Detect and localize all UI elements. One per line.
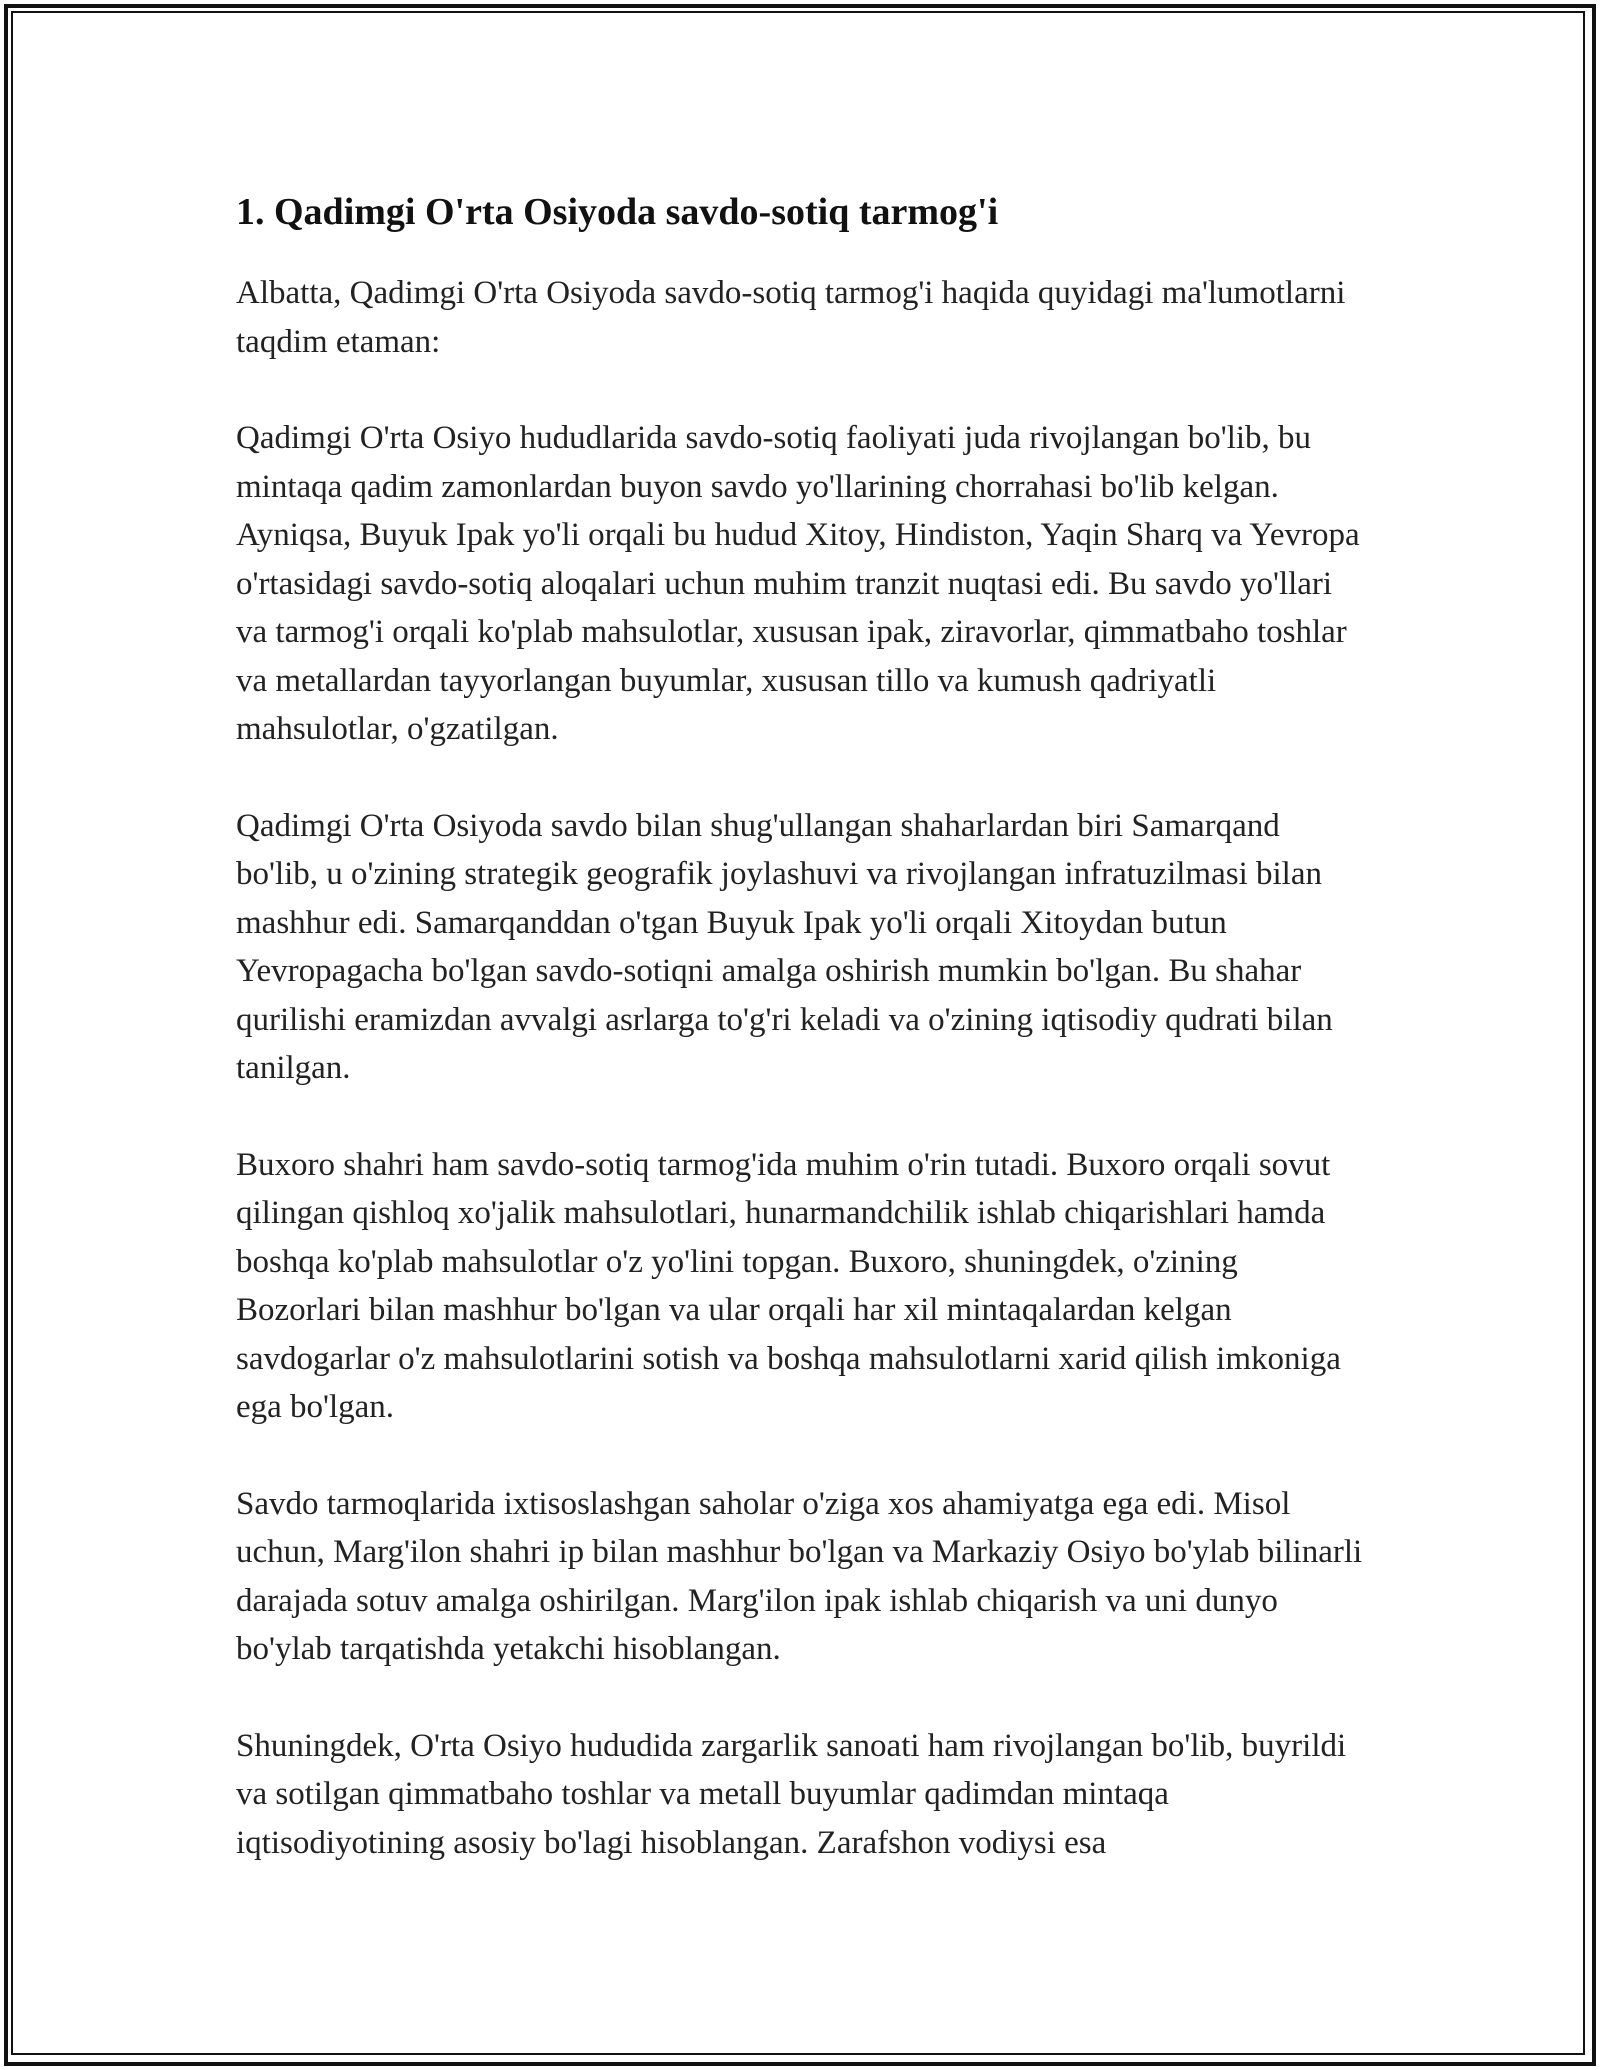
document-title: 1. Qadimgi O'rta Osiyoda savdo-sotiq tarmog'i — [236, 191, 999, 233]
paragraph-jewelry: Shuningdek, O'rta Osiyo hududida zargarlik sanoati ham rivojlangan bo'lib, buyrildi va sotilgan qimmatbaho toshlar va metall buyumlar qadimdan mintaqa iqtisodiyotining asosiy bo'lagi hisoblangan. Zarafshon vodiysi esa — [236, 1727, 1347, 1861]
paragraph-samarqand: Qadimgi O'rta Osiyoda savdo bilan shug'ullangan shaharlardan biri Samarqand bo'lib, u o'zining strategik geografik joylashuvi va rivojlangan infratuzilmasi bilan mashhur edi. Samarqanddan o'tgan Buyuk Ipak yo'li orqali Xitoydan butun Yevropagacha bo'lgan savdo-sotiqni amalga oshirish mumkin bo'lgan. Bu shahar qurilishi eramizdan avvalgi asrlarga to'g'ri keladi va o'zining iqtisodiy qudrati bilan tanilgan. — [236, 807, 1333, 1086]
paragraph-silk-road: Qadimgi O'rta Osiyo hududlarida savdo-sotiq faoliyati juda rivojlangan bo'lib, bu mintaqa qadim zamonlardan buyon savdo yo'llarining chorrahasi bo'lib kelgan. Ayniqsa, Buyuk Ipak yo'li orqali bu hudud Xitoy, Hindiston, Yaqin Sharq va Yevropa o'rtasidagi savdo-sotiq aloqalari uchun muhim tranzit nuqtasi edi. Bu savdo yo'llari va tarmog'i orqali ko'plab mahsulotlar, xususan ipak, ziravorlar, qimmatbaho toshlar va metallardan tayyorlangan buyumlar, xususan tillo va kumush qadriyatli mahsulotlar, o'gzatilgan. — [236, 420, 1360, 747]
paragraph-buxoro: Buxoro shahri ham savdo-sotiq tarmog'ida muhim o'rin tutadi. Buxoro orqali sovut qilingan qishloq xo'jalik mahsulotlari, hunarmandchilik ishlab chiqarishlari hamda boshqa ko'plab mahsulotlar o'z yo'lini topgan. Buxoro, shuningdek, o'zining Bozorlari bilan mashhur bo'lgan va ular orqali har xil mintaqalardan kelgan savdogarlar o'z mahsulotlarini sotish va boshqa mahsulotlarni xarid qilish imkoniga ega bo'lgan. — [236, 1146, 1341, 1425]
paragraph-intro: Albatta, Qadimgi O'rta Osiyoda savdo-sotiq tarmog'i haqida quyidagi ma'lumotlarni taqdim etaman: — [236, 275, 1346, 360]
paragraph-margilon: Savdo tarmoqlarida ixtisoslashgan saholar o'ziga xos ahamiyatga ega edi. Misol uchun, Marg'ilon shahri ip bilan mashhur bo'lgan va Markaziy Osiyo bo'ylab bilinarli darajada sotuv amalga oshirilgan. Marg'ilon ipak ishlab chiqarish va uni dunyo bo'ylab tarqatishda yetakchi hisoblangan. — [236, 1485, 1363, 1667]
document-body — [236, 186, 1366, 1867]
